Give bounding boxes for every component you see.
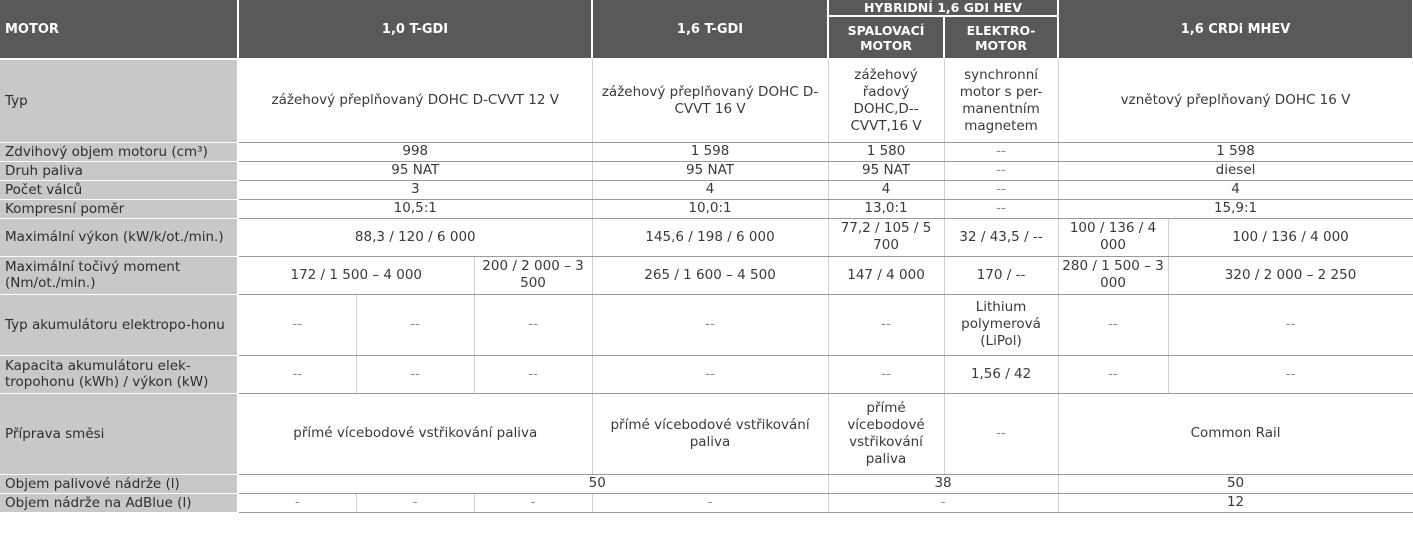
- table-row: [0, 355, 1413, 393]
- table-row: [0, 256, 1413, 294]
- row-label: Zdvihový objem motoru (cm³): [0, 142, 238, 161]
- row-label: Objem nádrže na AdBlue (l): [0, 493, 238, 512]
- row-label: Kompresní poměr: [0, 199, 238, 218]
- cell: 4: [1058, 180, 1413, 199]
- cell: 10,0:1: [592, 199, 828, 218]
- cell: 95 NAT: [238, 161, 592, 180]
- cell: 147 / 4 000: [828, 256, 944, 294]
- cell: 77,2 / 105 / 5 700: [828, 218, 944, 256]
- cell: --: [1168, 294, 1413, 355]
- cell: 10,5:1: [238, 199, 592, 218]
- row-label: Kapacita akumulátoru elek-tropohonu (kWh) / výkon (kW): [0, 355, 238, 393]
- cell: --: [944, 393, 1058, 474]
- cell: přímé vícebodové vstřikování paliva: [592, 393, 828, 474]
- cell: --: [356, 355, 474, 393]
- cell: --: [1058, 294, 1168, 355]
- cell: 95 NAT: [592, 161, 828, 180]
- cell: 13,0:1: [828, 199, 944, 218]
- cell: --: [356, 294, 474, 355]
- table-row: [0, 218, 1413, 256]
- table-row: [0, 142, 1413, 161]
- cell: 172 / 1 500 – 4 000: [238, 256, 474, 294]
- header-hybrid-electric: ELEKTRO-MOTOR: [944, 16, 1058, 59]
- cell: --: [1168, 355, 1413, 393]
- row-label: Druh paliva: [0, 161, 238, 180]
- table-row: [0, 199, 1413, 218]
- table-row: [0, 393, 1413, 474]
- row-label: Maximální točivý moment (Nm/ot./min.): [0, 256, 238, 294]
- cell: Common Rail: [1058, 393, 1413, 474]
- cell: -: [474, 493, 592, 512]
- cell: 15,9:1: [1058, 199, 1413, 218]
- cell: 4: [828, 180, 944, 199]
- table-row: [0, 493, 1413, 512]
- cell: --: [592, 294, 828, 355]
- cell: vznětový přeplňovaný DOHC 16 V: [1058, 59, 1413, 142]
- cell: --: [474, 294, 592, 355]
- row-label: Typ akumulátoru elektropo-honu: [0, 294, 238, 355]
- header-hybrid-combustion: SPALOVACÍ MOTOR: [828, 16, 944, 59]
- cell: přímé vícebodové vstřikování paliva: [238, 393, 592, 474]
- table-row: [0, 294, 1413, 355]
- cell: synchronní motor s per-manentním magnetem: [944, 59, 1058, 142]
- table-row: [0, 59, 1413, 142]
- cell: -: [238, 493, 356, 512]
- header-engine-1-0-tgdi: 1,0 T-GDI: [238, 0, 592, 59]
- cell: diesel: [1058, 161, 1413, 180]
- cell: 3: [238, 180, 592, 199]
- cell: 4: [592, 180, 828, 199]
- row-label: Počet válců: [0, 180, 238, 199]
- row-label: Maximální výkon (kW/k/ot./min.): [0, 218, 238, 256]
- cell: 50: [1058, 474, 1413, 493]
- cell: 38: [828, 474, 1058, 493]
- cell: 265 / 1 600 – 4 500: [592, 256, 828, 294]
- cell: 1 598: [1058, 142, 1413, 161]
- table-row: [0, 180, 1413, 199]
- row-label: Objem palivové nádrže (l): [0, 474, 238, 493]
- cell: --: [828, 294, 944, 355]
- cell: --: [238, 294, 356, 355]
- cell: --: [1058, 355, 1168, 393]
- cell: 50: [238, 474, 828, 493]
- cell: 32 / 43,5 / --: [944, 218, 1058, 256]
- cell: 88,3 / 120 / 6 000: [238, 218, 592, 256]
- cell: zážehový řadový DOHC,D--CVVT,16 V: [828, 59, 944, 142]
- cell: --: [944, 180, 1058, 199]
- cell: --: [592, 355, 828, 393]
- cell: přímé vícebodové vstřikování paliva: [828, 393, 944, 474]
- cell: 170 / --: [944, 256, 1058, 294]
- cell: --: [944, 161, 1058, 180]
- cell: Lithium polymerová (LiPol): [944, 294, 1058, 355]
- header-hybrid: HYBRIDNÍ 1,6 GDI HEV: [828, 0, 1058, 16]
- cell: --: [944, 142, 1058, 161]
- cell: 998: [238, 142, 592, 161]
- cell: -: [356, 493, 474, 512]
- cell: 95 NAT: [828, 161, 944, 180]
- cell: 1 598: [592, 142, 828, 161]
- cell: --: [828, 355, 944, 393]
- cell: 200 / 2 000 – 3 500: [474, 256, 592, 294]
- cell: 100 / 136 / 4 000: [1058, 218, 1168, 256]
- cell: 145,6 / 198 / 6 000: [592, 218, 828, 256]
- cell: zážehový přeplňovaný DOHC D-CVVT 12 V: [238, 59, 592, 142]
- cell: 320 / 2 000 – 2 250: [1168, 256, 1413, 294]
- cell: zážehový přeplňovaný DOHC D-CVVT 16 V: [592, 59, 828, 142]
- cell: -: [592, 493, 828, 512]
- cell: 1 580: [828, 142, 944, 161]
- cell: -: [828, 493, 1058, 512]
- row-label: Typ: [0, 59, 238, 142]
- cell: --: [474, 355, 592, 393]
- cell: 100 / 136 / 4 000: [1168, 218, 1413, 256]
- cell: 280 / 1 500 – 3 000: [1058, 256, 1168, 294]
- cell: --: [238, 355, 356, 393]
- row-label: Příprava směsi: [0, 393, 238, 474]
- header-motor: MOTOR: [0, 0, 238, 59]
- cell: 1,56 / 42: [944, 355, 1058, 393]
- header-engine-1-6-tgdi: 1,6 T-GDI: [592, 0, 828, 59]
- table-row: [0, 474, 1413, 493]
- cell: 12: [1058, 493, 1413, 512]
- table-row: [0, 161, 1413, 180]
- header-engine-1-6-crdi: 1,6 CRDi MHEV: [1058, 0, 1413, 59]
- cell: --: [944, 199, 1058, 218]
